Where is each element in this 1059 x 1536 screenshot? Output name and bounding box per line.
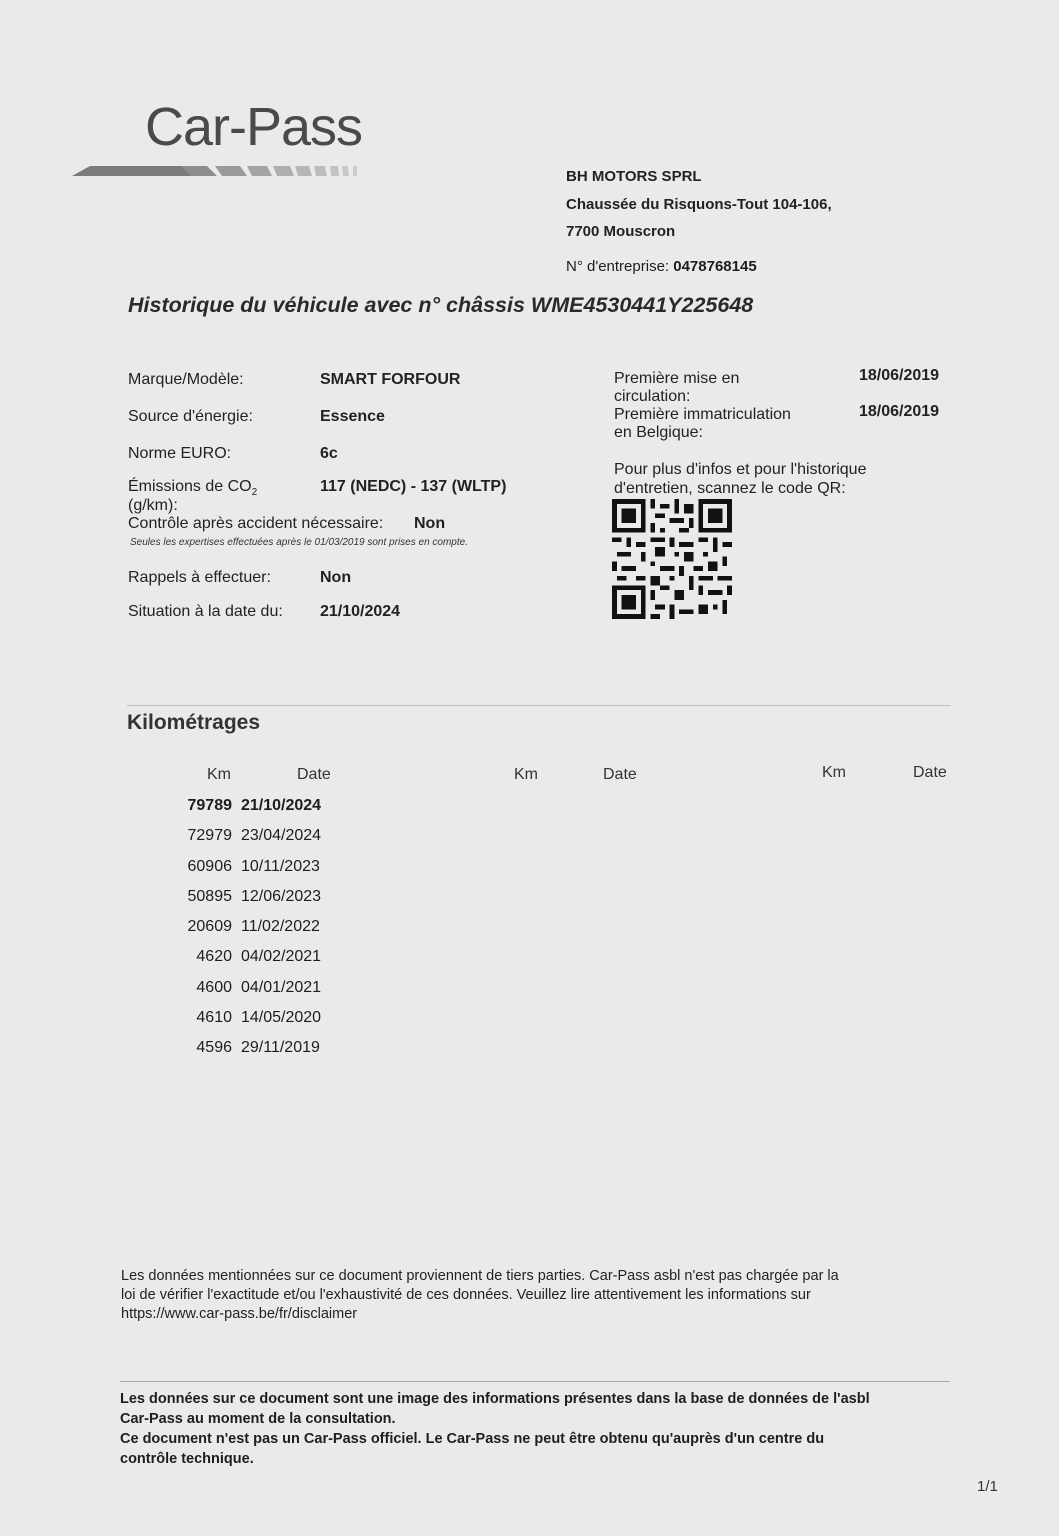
notice-line2: Car-Pass au moment de la consultation. bbox=[120, 1411, 396, 1427]
km-column-header-3: Km bbox=[822, 764, 846, 781]
first-circulation-label bbox=[614, 370, 739, 406]
date-value: 23/04/2024 bbox=[241, 827, 322, 845]
km-value: 60906 bbox=[187, 857, 232, 875]
accident-label: Contrôle après accident nécessaire: bbox=[128, 515, 384, 532]
date-value: 14/05/2020 bbox=[241, 1009, 322, 1027]
co2-subscript: 2 bbox=[251, 487, 258, 499]
company-block bbox=[566, 163, 832, 246]
disclaimer-link[interactable]: https://www.car-pass.be/fr/disclaimer bbox=[121, 1306, 358, 1322]
car-pass-logo-text: Car-Pass bbox=[145, 97, 363, 157]
qr-code-icon[interactable] bbox=[612, 499, 732, 619]
mileage-section-title: Kilométrages bbox=[127, 711, 261, 734]
accident-note: Seules les expertises effectuées après le 01/03/2019 sont prises en compte. bbox=[130, 537, 468, 548]
km-column-header-2: Km bbox=[514, 766, 538, 783]
accident-value: Non bbox=[414, 515, 446, 532]
notice-line1: Les données sur ce document sont une image des informations présentes dans la base de données de l'asbl bbox=[120, 1391, 870, 1407]
km-value: 79789 bbox=[187, 797, 232, 814]
date-value: 21/10/2024 bbox=[241, 797, 322, 814]
table-row bbox=[176, 948, 321, 978]
date-column-header-1: Date bbox=[297, 766, 331, 783]
first-circulation-label-line1: Première mise en bbox=[614, 370, 740, 387]
date-value: 10/11/2023 bbox=[241, 857, 320, 875]
km-value: 4600 bbox=[196, 978, 232, 996]
qr-instructions-line2: d'entretien, scannez le code QR: bbox=[614, 480, 846, 497]
energy-label: Source d'énergie: bbox=[128, 408, 253, 425]
euro-value: 6c bbox=[320, 445, 338, 462]
energy-value: Essence bbox=[320, 408, 385, 425]
company-id bbox=[566, 258, 757, 275]
document-title: Historique du véhicule avec n° châssis WME4530441Y225648 bbox=[128, 293, 754, 317]
table-row bbox=[176, 827, 321, 857]
company-id-value: 0478768145 bbox=[673, 258, 757, 275]
table-row bbox=[176, 979, 321, 1009]
co2-value: 117 (NEDC) - 137 (WLTP) bbox=[320, 478, 507, 495]
company-address-line2: 7700 Mouscron bbox=[566, 223, 676, 240]
date-value: 12/06/2023 bbox=[241, 887, 322, 905]
disclaimer-line2: loi de vérifier l'exactitude et/ou l'exhaustivité de ces données. Veuillez lire attentivement les informations sur bbox=[121, 1287, 811, 1303]
footer-divider bbox=[120, 1381, 950, 1382]
co2-label bbox=[128, 478, 257, 498]
table-row bbox=[176, 888, 321, 918]
co2-unit-label: (g/km): bbox=[128, 497, 178, 514]
company-name: BH MOTORS SPRL bbox=[566, 168, 702, 185]
recall-label: Rappels à effectuer: bbox=[128, 569, 271, 586]
first-circulation-label-line2: circulation: bbox=[614, 388, 691, 405]
co2-label-text: Émissions de CO bbox=[128, 478, 252, 495]
notice-line4: contrôle technique. bbox=[120, 1451, 254, 1467]
company-address-line1: Chaussée du Risquons-Tout 104-106, bbox=[566, 195, 832, 213]
company-id-label: N° d'entreprise: bbox=[566, 258, 670, 275]
km-value: 20609 bbox=[187, 918, 232, 936]
km-value: 4610 bbox=[196, 1009, 232, 1027]
km-value: 4596 bbox=[196, 1039, 232, 1057]
situation-label: Situation à la date du: bbox=[128, 603, 283, 620]
date-column-header-2: Date bbox=[603, 766, 637, 783]
table-row bbox=[176, 918, 321, 948]
qr-instructions bbox=[614, 460, 866, 498]
table-row bbox=[176, 858, 321, 888]
make-label: Marque/Modèle: bbox=[128, 371, 244, 388]
first-registration-label-line1: Première immatriculation bbox=[614, 406, 791, 423]
date-value: 04/02/2021 bbox=[241, 948, 322, 966]
km-column-header-1: Km bbox=[207, 766, 231, 783]
km-value: 72979 bbox=[187, 827, 232, 845]
date-column-header-3: Date bbox=[913, 764, 947, 781]
table-row bbox=[176, 1039, 321, 1069]
first-registration-label-line2: en Belgique: bbox=[614, 424, 703, 441]
situation-value: 21/10/2024 bbox=[320, 603, 401, 620]
first-registration-label bbox=[614, 406, 791, 442]
date-value: 04/01/2021 bbox=[241, 978, 322, 996]
page-number: 1/1 bbox=[977, 1478, 998, 1495]
car-pass-logo-stripes-icon bbox=[72, 158, 372, 184]
table-row bbox=[176, 797, 321, 827]
recall-value: Non bbox=[320, 569, 352, 586]
qr-instructions-line1: Pour plus d'infos et pour l'historique bbox=[614, 461, 867, 478]
notice-line3: Ce document n'est pas un Car-Pass officiel. Le Car-Pass ne peut être obtenu qu'auprès d'un centre du bbox=[120, 1431, 825, 1447]
km-value: 4620 bbox=[196, 948, 232, 966]
official-notice bbox=[120, 1389, 960, 1469]
disclaimer-line1: Les données mentionnées sur ce document proviennent de tiers parties. Car-Pass asbl n'est pas chargée par la bbox=[121, 1268, 839, 1284]
first-registration-value: 18/06/2019 bbox=[859, 403, 940, 420]
disclaimer-text bbox=[121, 1267, 951, 1324]
km-value: 50895 bbox=[187, 887, 232, 905]
date-value: 29/11/2019 bbox=[241, 1039, 320, 1057]
date-value: 11/02/2022 bbox=[241, 918, 320, 936]
make-value: SMART FORFOUR bbox=[320, 371, 461, 388]
mileage-table bbox=[176, 797, 321, 1070]
euro-label: Norme EURO: bbox=[128, 445, 232, 462]
first-circulation-value: 18/06/2019 bbox=[859, 367, 940, 384]
table-row bbox=[176, 1009, 321, 1039]
section-divider bbox=[127, 705, 951, 706]
